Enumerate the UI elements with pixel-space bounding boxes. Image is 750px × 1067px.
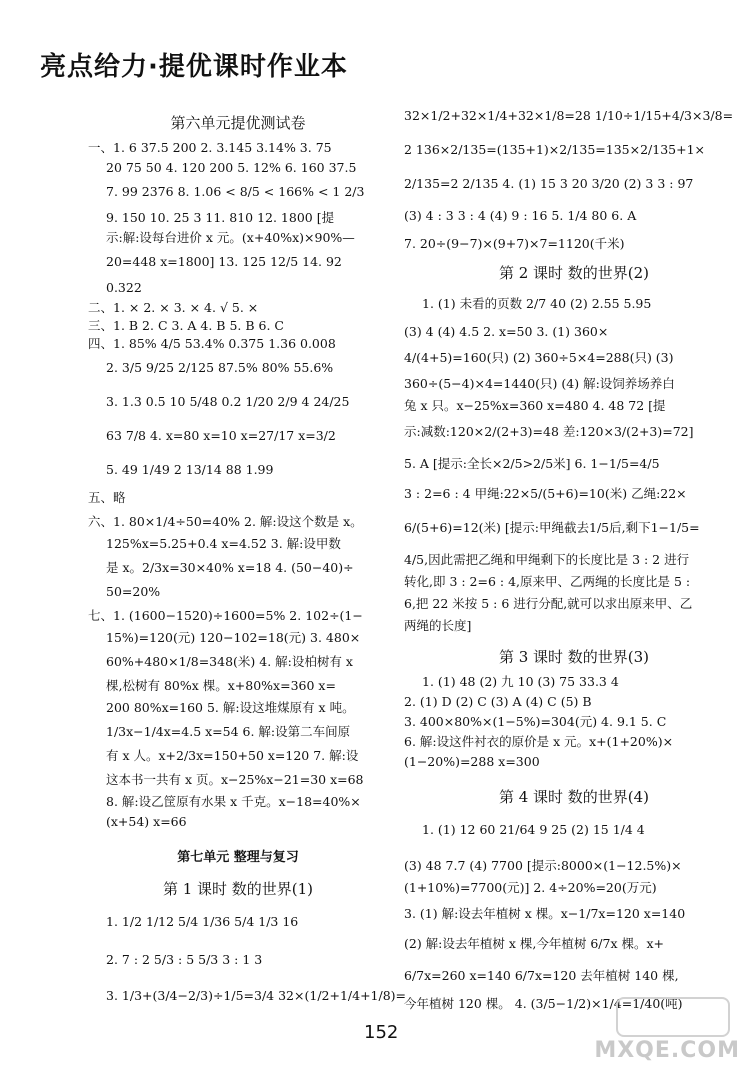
brand-title: 亮点给力·提优课时作业本: [40, 52, 348, 82]
lesson2-title: 第 2 课时 数的世界(2): [498, 264, 650, 282]
answer-line: 两绳的长度]: [404, 618, 472, 633]
lesson3-title: 第 3 课时 数的世界(3): [498, 648, 650, 666]
answer-line: 二、1. × 2. × 3. × 4. √ 5. ×: [88, 300, 259, 315]
answer-line: 200 80%x=160 5. 解:设这堆煤原有 x 吨。: [106, 700, 355, 715]
answer-line: 2. 7 : 2 5/3 : 5 5/3 3 : 1 3: [106, 952, 263, 967]
answer-line: 20=448 x=1800] 13. 125 12/5 14. 92: [106, 254, 342, 269]
answer-line: (1+10%)=7700(元)] 2. 4÷20%=20(万元): [404, 880, 657, 895]
answer-line: 7. 20÷(9−7)×(9+7)×7=1120(千米): [404, 236, 625, 251]
answer-line: (3) 4 : 3 3 : 4 (4) 9 : 16 5. 1/4 80 6. A: [404, 208, 637, 223]
answer-line: 1. 1/2 1/12 5/4 1/36 5/4 1/3 16: [106, 914, 299, 929]
answer-line: 20 75 50 4. 120 200 5. 12% 6. 160 37.5: [106, 160, 357, 175]
answer-line: 五、略: [88, 490, 126, 505]
answer-line: 8. 解:设乙筐原有水果 x 千克。x−18=40%×: [106, 794, 361, 809]
answer-line: 是 x。2/3x=30×40% x=18 4. (50−40)÷: [106, 560, 354, 575]
answer-line: 三、1. B 2. C 3. A 4. B 5. B 6. C: [88, 318, 284, 333]
answer-line: (1−20%)=288 x=300: [404, 754, 540, 769]
answer-line: 5. A [提示:全长×2/5>2/5米] 6. 1−1/5=4/5: [404, 456, 660, 471]
unit7-title: 第七单元 整理与复习: [177, 850, 299, 865]
answer-line: 2. (1) D (2) C (3) A (4) C (5) B: [404, 694, 592, 709]
answer-line: 棵,松树有 80%x 棵。x+80%x=360 x=: [106, 678, 336, 693]
answer-line: 1. (1) 48 (2) 九 10 (3) 75 33.3 4: [422, 674, 619, 689]
page-number: 152: [364, 1022, 399, 1043]
answer-line: (3) 4 (4) 4.5 2. x=50 3. (1) 360×: [404, 324, 609, 339]
answer-line: (2) 解:设去年植树 x 棵,今年植树 6/7x 棵。x+: [404, 936, 664, 951]
answer-line: 3. 400×80%×(1−5%)=304(元) 4. 9.1 5. C: [404, 714, 667, 729]
answer-line: 3. 1.3 0.5 10 5/48 0.2 1/20 2/9 4 24/25: [106, 394, 350, 409]
answer-line: 四、1. 85% 4/5 53.4% 0.375 1.36 0.008: [88, 336, 336, 351]
unit6-test-title: 第六单元提优测试卷: [170, 114, 306, 132]
answer-line: 0.322: [106, 280, 142, 295]
answer-line: 转化,即 3 : 2=6 : 4,原来甲、乙两绳的长度比是 5 :: [404, 574, 691, 589]
watermark-badge: [616, 997, 730, 1037]
answer-line: 63 7/8 4. x=80 x=10 x=27/17 x=3/2: [106, 428, 336, 443]
answer-line: 示:解:设每台进价 x 元。(x+40%x)×90%—: [106, 230, 355, 245]
answer-line: 今年植树 120 棵。 4. (3/5−1/2)×1/4=1/40(吨): [404, 996, 683, 1011]
answer-line: 6. 解:设这件衬衣的原价是 x 元。x+(1+20%)×: [404, 734, 674, 749]
answer-line: (3) 48 7.7 (4) 7700 [提示:8000×(1−12.5%)×: [404, 858, 682, 873]
answer-line: 六、1. 80×1/4÷50=40% 2. 解:设这个数是 x。: [88, 514, 363, 529]
answer-line: 3. 1/3+(3/4−2/3)÷1/5=3/4 32×(1/2+1/4+1/8)=: [106, 988, 407, 1003]
answer-line: 2. 3/5 9/25 2/125 87.5% 80% 55.6%: [106, 360, 334, 375]
answer-line: 有 x 人。x+2/3x=150+50 x=120 7. 解:设: [106, 748, 359, 763]
answer-line: 50=20%: [106, 584, 161, 599]
answer-line: 4/(4+5)=160(只) (2) 360÷5×4=288(只) (3): [404, 350, 674, 365]
answer-line: 60%+480×1/8=348(米) 4. 解:设柏树有 x: [106, 654, 353, 669]
answer-line: 9. 150 10. 25 3 11. 810 12. 1800 [提: [106, 210, 335, 225]
answer-line: 七、1. (1600−1520)÷1600=5% 2. 102÷(1−: [88, 608, 363, 623]
answer-line: 4/5,因此需把乙绳和甲绳剩下的长度比是 3 : 2 进行: [404, 552, 690, 567]
answer-line: 15%)=120(元) 120−102=18(元) 3. 480×: [106, 630, 361, 645]
answer-line: 这本书一共有 x 页。x−25%x−21=30 x=68: [106, 772, 364, 787]
answer-line: 7. 99 2376 8. 1.06 < 8/5 < 166% < 1 2/3: [106, 184, 365, 199]
answer-line: 3 : 2=6 : 4 甲绳:22×5/(5+6)=10(米) 乙绳:22×: [404, 486, 687, 501]
answer-line: 6/7x=260 x=140 6/7x=120 去年植树 140 棵,: [404, 968, 679, 983]
answer-line: 5. 49 1/49 2 13/14 88 1.99: [106, 462, 274, 477]
answer-line: 兔 x 只。x−25%x=360 x=480 4. 48 72 [提: [404, 398, 666, 413]
answer-line: 2 136×2/135=(135+1)×2/135=135×2/135+1×: [404, 142, 706, 157]
answer-line: (x+54) x=66: [106, 814, 187, 829]
answer-line: 32×1/2+32×1/4+32×1/8=28 1/10÷1/15+4/3×3/8=: [404, 108, 734, 123]
answer-line: 6,把 22 米按 5 : 6 进行分配,就可以求出原来甲、乙: [404, 596, 693, 611]
answer-line: 125%x=5.25+0.4 x=4.52 3. 解:设甲数: [106, 536, 341, 551]
lesson4-title: 第 4 课时 数的世界(4): [498, 788, 650, 806]
answer-line: 2/135=2 2/135 4. (1) 15 3 20 3/20 (2) 3 3 : 97: [404, 176, 694, 191]
answer-line: 1. (1) 12 60 21/64 9 25 (2) 15 1/4 4: [422, 822, 645, 837]
answer-line: 6/(5+6)=12(米) [提示:甲绳截去1/5后,剩下1−1/5=: [404, 520, 700, 535]
lesson1-title: 第 1 课时 数的世界(1): [162, 880, 314, 898]
answer-line: 一、1. 6 37.5 200 2. 3.145 3.14% 3. 75: [88, 140, 332, 155]
answer-line: 3. (1) 解:设去年植树 x 棵。x−1/7x=120 x=140: [404, 906, 686, 921]
watermark: MXQE.COM: [594, 1038, 740, 1063]
answer-line: 1/3x−1/4x=4.5 x=54 6. 解:设第二车间原: [106, 724, 351, 739]
answer-line: 示:减数:120×2/(2+3)=48 差:120×3/(2+3)=72]: [404, 424, 694, 439]
answer-line: 1. (1) 未看的页数 2/7 40 (2) 2.55 5.95: [422, 296, 652, 311]
answer-line: 360÷(5−4)×4=1440(只) (4) 解:设饲养场养白: [404, 376, 675, 391]
